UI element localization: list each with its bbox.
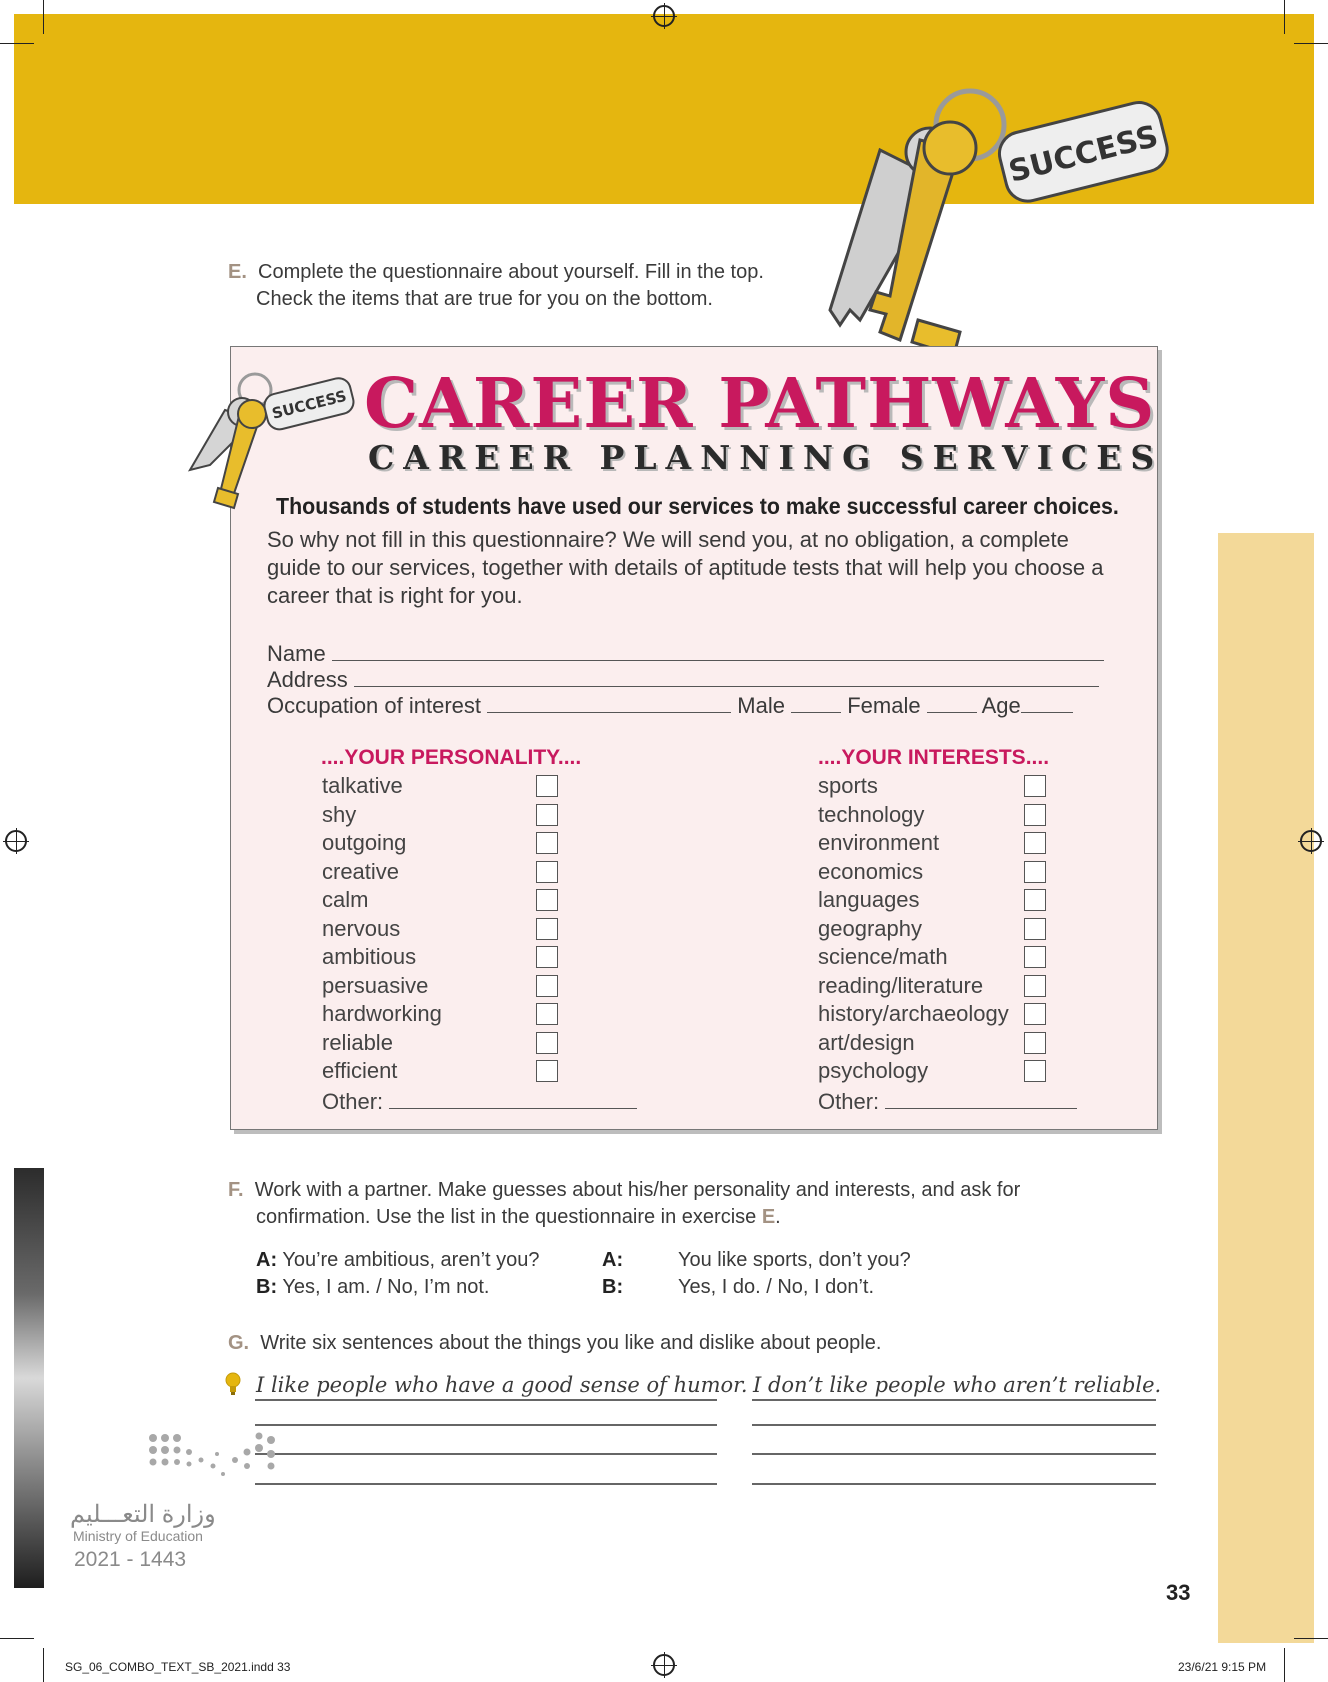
crop-mark [1284, 0, 1285, 34]
exercise-letter: E. [228, 261, 247, 283]
ministry-name-arabic: وزارة التعـــليم [70, 1501, 216, 1528]
writing-line[interactable] [752, 1453, 1156, 1455]
checklist-label: persuasive [322, 972, 429, 998]
checkbox[interactable] [536, 1060, 558, 1082]
instruction-line: confirmation. Use the list in the questionnaire in exercise [256, 1206, 762, 1228]
interests-other-row [818, 1086, 1077, 1115]
exercise-f-instruction [228, 1177, 1020, 1231]
checkbox[interactable] [1024, 861, 1046, 883]
registration-mark-icon [5, 830, 27, 852]
checklist-label: efficient [322, 1058, 398, 1083]
registration-mark-icon [1300, 830, 1322, 852]
page-number: 33 [1166, 1580, 1191, 1605]
crop-mark [43, 1648, 44, 1682]
crop-mark [43, 0, 44, 34]
checklist-label: outgoing [322, 830, 407, 855]
crop-mark [1294, 1638, 1328, 1639]
checkbox[interactable] [536, 918, 558, 940]
checklist-item [818, 1057, 1058, 1086]
checklist-item [322, 915, 562, 944]
female-field[interactable] [927, 692, 977, 713]
checklist-item [322, 858, 562, 887]
checklist-item [322, 1029, 562, 1058]
personality-heading: ....YOUR PERSONALITY.... [321, 746, 582, 769]
dialog-line: Yes, I am. / No, I’m not. [282, 1276, 490, 1298]
checklist-label: ambitious [322, 944, 417, 969]
checklist-label: talkative [322, 773, 403, 798]
checkbox[interactable] [536, 1032, 558, 1054]
checklist-item [818, 772, 1058, 801]
form-subtitle: CAREER PLANNING SERVICES [368, 438, 1164, 477]
instruction-line: . [775, 1206, 781, 1228]
file-slug: SG_06_COMBO_TEXT_SB_2021.indd 33 [65, 1660, 291, 1674]
ministry-dots-logo [145, 1430, 295, 1485]
checklist-label: economics [818, 858, 924, 884]
dialog-line: Yes, I do. / No, I don’t. [678, 1276, 875, 1298]
crop-mark [0, 43, 34, 44]
example-sentence-dislike: I don’t like people who aren’t reliable. [753, 1373, 1162, 1397]
dialog-left [256, 1247, 540, 1301]
checklist-item [818, 1000, 1058, 1029]
name-field[interactable] [332, 640, 1104, 661]
dialog-right-lines [678, 1247, 911, 1301]
speaker-label: B: [602, 1276, 624, 1298]
writing-line[interactable] [255, 1453, 717, 1455]
occupation-field[interactable] [487, 692, 731, 713]
address-label: Address [267, 667, 348, 692]
example-sentence-like: I like people who have a good sense of humor. [256, 1373, 748, 1397]
checklist-label: science/math [818, 944, 948, 969]
checkbox[interactable] [1024, 1060, 1046, 1082]
instruction-line: Check the items that are true for you on the bottom. [256, 288, 713, 310]
personality-other-field[interactable] [389, 1086, 637, 1109]
side-tab [1218, 533, 1314, 1643]
exercise-e-instruction [228, 259, 764, 313]
interests-heading: ....YOUR INTERESTS.... [818, 746, 1050, 769]
address-field[interactable] [354, 666, 1099, 687]
checkbox[interactable] [1024, 1032, 1046, 1054]
name-field-row [267, 640, 1104, 667]
photo-strip [14, 1168, 44, 1588]
occupation-field-row [267, 692, 1073, 719]
checkbox[interactable] [536, 804, 558, 826]
checklist-item [322, 801, 562, 830]
checkbox[interactable] [1024, 918, 1046, 940]
checklist-item [818, 915, 1058, 944]
checklist-label: sports [818, 773, 878, 798]
checklist-item [818, 801, 1058, 830]
form-intro: So why not fill in this questionnaire? We will send you, at no obligation, a complete guide to our services, together with details of aptitude tests that will help you choose a career that is right for you. [267, 527, 1104, 608]
name-label: Name [267, 641, 326, 666]
speaker-label: B: [256, 1276, 278, 1298]
age-label: Age [981, 693, 1021, 718]
checklist-item [322, 886, 562, 915]
occupation-label: Occupation of interest [267, 693, 482, 718]
form-tagline: Thousands of students have used our services to make successful career choices. [276, 493, 1119, 519]
checklist-label: nervous [322, 915, 401, 941]
checklist-label: hardworking [322, 1001, 442, 1026]
checklist-item [322, 943, 562, 972]
checklist-label: art/design [818, 1029, 915, 1055]
exercise-reference: E [761, 1206, 776, 1228]
address-field-row [267, 666, 1099, 693]
dialog-line: You like sports, don’t you? [678, 1249, 911, 1271]
checklist-label: history/archaeology [818, 1001, 1009, 1026]
personality-other-row [322, 1086, 637, 1115]
checklist-item [322, 829, 562, 858]
crop-mark [1284, 1648, 1285, 1682]
checklist-label: geography [818, 915, 922, 941]
checklist-label: calm [322, 887, 369, 912]
registration-mark-icon [653, 5, 675, 27]
other-label: Other: [818, 1089, 880, 1114]
instruction-line: Work with a partner. Make guesses about his/her personality and interests, and ask for [254, 1179, 1021, 1201]
checkbox[interactable] [536, 946, 558, 968]
checkbox[interactable] [1024, 1003, 1046, 1025]
ministry-name-english: Ministry of Education [73, 1528, 203, 1544]
male-field[interactable] [791, 692, 841, 713]
lightbulb-icon [225, 1372, 241, 1396]
checklist-item [322, 1057, 562, 1086]
speaker-label: A: [256, 1249, 278, 1271]
checklist-item [818, 829, 1058, 858]
writing-line [752, 1399, 1156, 1401]
checklist-item [322, 972, 562, 1001]
checklist-item [322, 772, 562, 801]
female-label: Female [847, 693, 921, 718]
checklist-item [818, 943, 1058, 972]
other-label: Other: [322, 1089, 384, 1114]
checklist-label: reading/literature [818, 972, 984, 998]
checklist-label: creative [322, 858, 400, 884]
checkbox[interactable] [536, 832, 558, 854]
checkbox[interactable] [536, 1003, 558, 1025]
interests-other-field[interactable] [885, 1086, 1077, 1109]
crop-mark [1294, 43, 1328, 44]
svg-text:SUCCESS: SUCCESS [1005, 118, 1162, 190]
checkbox[interactable] [536, 889, 558, 911]
writing-line[interactable] [255, 1483, 717, 1485]
speaker-label: A: [602, 1249, 624, 1271]
checklist-item [818, 858, 1058, 887]
form-title: CAREER PATHWAYS [364, 364, 1156, 444]
dialog-right-speakers [602, 1247, 623, 1301]
exercise-letter: G. [228, 1332, 250, 1354]
ministry-year: 2021 - 1443 [74, 1548, 187, 1571]
age-field[interactable] [1021, 692, 1073, 713]
checkbox[interactable] [1024, 946, 1046, 968]
checklist-label: technology [818, 801, 925, 827]
checklist-label: psychology [818, 1058, 929, 1083]
male-label: Male [737, 693, 785, 718]
checkbox[interactable] [1024, 804, 1046, 826]
checkbox[interactable] [536, 861, 558, 883]
checklist-item [818, 972, 1058, 1001]
checkbox[interactable] [1024, 889, 1046, 911]
checkbox[interactable] [1024, 975, 1046, 997]
checkbox[interactable] [536, 775, 558, 797]
checklist-label: environment [818, 830, 940, 855]
checklist-label: languages [818, 887, 920, 912]
checkbox[interactable] [1024, 832, 1046, 854]
writing-line[interactable] [752, 1483, 1156, 1485]
checklist-item [818, 1029, 1058, 1058]
checklist-label: shy [322, 801, 357, 827]
checkbox[interactable] [1024, 775, 1046, 797]
checkbox[interactable] [536, 975, 558, 997]
instruction-line: Complete the questionnaire about yourself. Fill in the top. [258, 261, 764, 283]
registration-mark-icon [653, 1654, 675, 1676]
svg-text:SUCCESS: SUCCESS [270, 386, 349, 423]
dialog-line: You’re ambitious, aren’t you? [282, 1249, 540, 1271]
interests-list [818, 772, 1058, 1086]
instruction-line: Write six sentences about the things you like and dislike about people. [260, 1332, 882, 1354]
writing-line[interactable] [752, 1424, 1156, 1426]
exercise-g-instruction [228, 1330, 881, 1357]
exercise-letter: F. [228, 1179, 244, 1201]
writing-line [255, 1399, 717, 1401]
personality-list [322, 772, 562, 1086]
crop-mark [0, 1638, 34, 1639]
date-slug: 23/6/21 9:15 PM [1178, 1660, 1267, 1674]
writing-line[interactable] [255, 1424, 717, 1426]
checklist-label: reliable [322, 1029, 393, 1055]
checklist-item [818, 886, 1058, 915]
checklist-item [322, 1000, 562, 1029]
success-keys-illustration [820, 70, 1180, 370]
